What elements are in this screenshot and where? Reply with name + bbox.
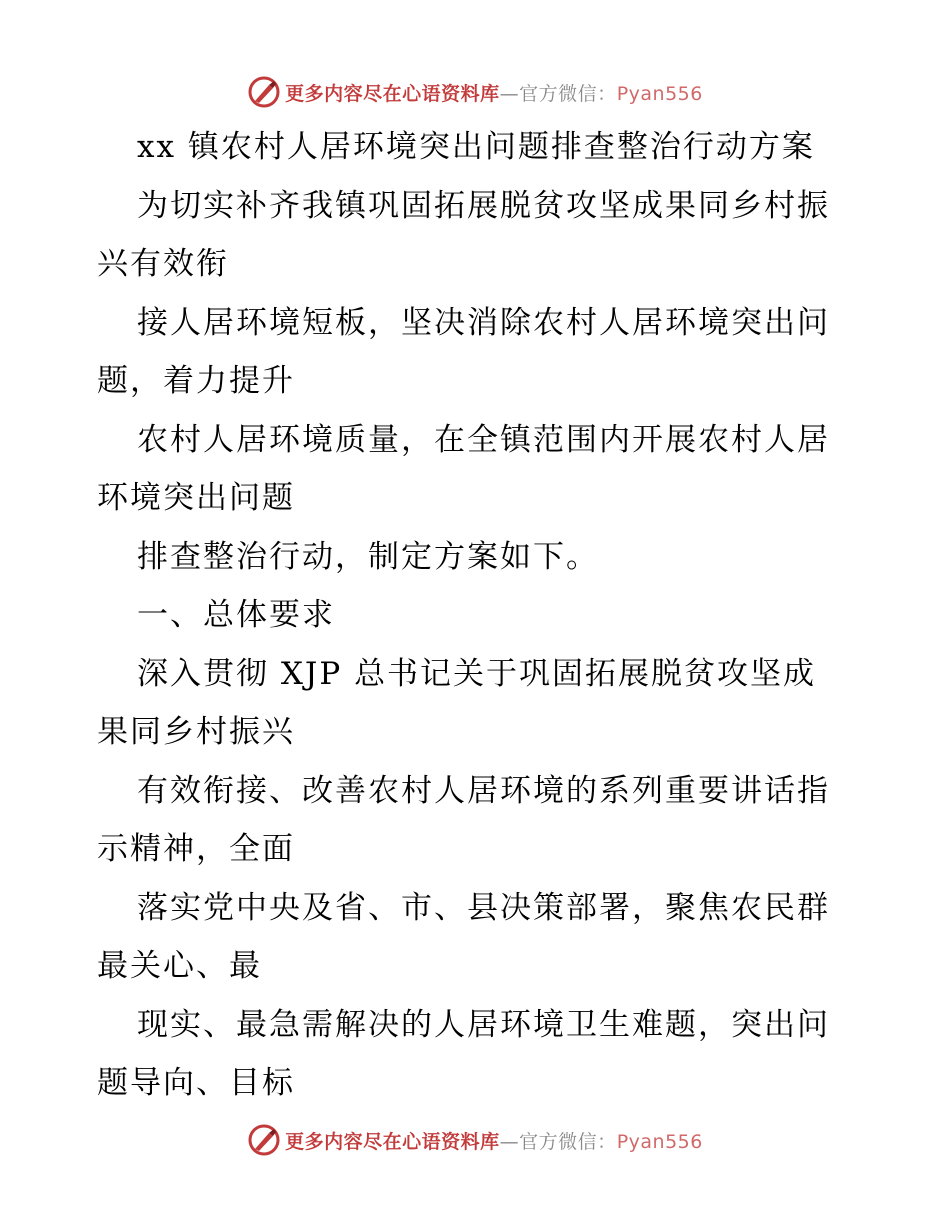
section-heading: 一、总体要求 (137, 597, 335, 633)
paragraph-line: 现实、最急需解决的人居环境卫生难题，突出问 (137, 1006, 830, 1043)
paragraph-line: 落实党中央及省、市、县决策部署，聚焦农民群 (137, 889, 830, 926)
paragraph-line: 为切实补齐我镇巩固拓展脱贫攻坚成果同乡村振 (137, 187, 830, 224)
watermark-site: 更多内容尽在心语资料库 (285, 1130, 500, 1153)
paragraph-line: 题，着力提升 (97, 363, 295, 399)
paragraph-line: 兴有效衔 (97, 246, 229, 282)
watermark-id: Pyan556 (616, 1130, 703, 1153)
brush-pen-logo-icon (247, 75, 281, 109)
paragraph-line: 果同乡村振兴 (97, 714, 295, 750)
paragraph-line: 接人居环境短板，坚决消除农村人居环境突出问 (137, 304, 830, 341)
paragraph-line: 有效衔接、改善农村人居环境的系列重要讲话指 (137, 772, 830, 809)
header-watermark (0, 72, 950, 112)
paragraph-line: 深入贯彻 XJP 总书记关于巩固拓展脱贫攻坚成 (137, 655, 817, 692)
paragraph-line: 最关心、最 (97, 948, 262, 984)
watermark-id: Pyan556 (616, 82, 703, 105)
watermark-separator: —官方微信： (499, 82, 617, 105)
document-body (97, 118, 857, 1113)
doc-title: xx 镇农村人居环境突出问题排查整治行动方案 (137, 129, 815, 165)
watermark-text (285, 1127, 703, 1154)
watermark-text (285, 79, 703, 106)
paragraph-line: 题导向、目标 (97, 1065, 295, 1101)
paragraph-line: 排查整治行动，制定方案如下。 (137, 538, 599, 575)
brush-pen-logo-icon (247, 1123, 281, 1157)
paragraph-line: 环境突出问题 (97, 480, 295, 516)
paragraph-line: 农村人居环境质量，在全镇范围内开展农村人居 (137, 421, 830, 458)
watermark-separator: —官方微信： (499, 1130, 617, 1153)
paragraph-line: 示精神，全面 (97, 831, 295, 867)
footer-watermark (0, 1120, 950, 1160)
watermark-site: 更多内容尽在心语资料库 (285, 82, 500, 105)
